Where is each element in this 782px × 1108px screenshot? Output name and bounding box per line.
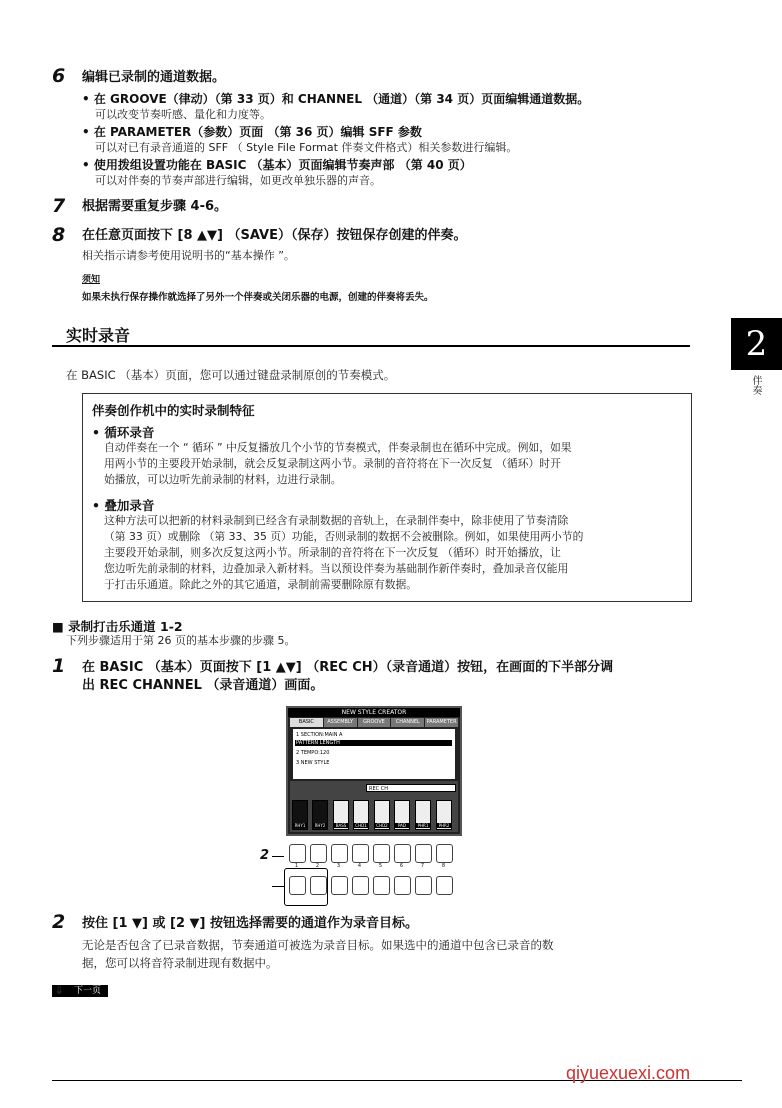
chapter-tab-label: 伴奏 <box>750 375 761 395</box>
panel-button-down[interactable] <box>352 876 369 895</box>
step-text: 无论是否包含了已录音数据，节奏通道可被选为录音目标。如果选中的通道中包含已录音的数 <box>82 938 554 952</box>
step-number: 8 <box>52 224 66 246</box>
channel-button[interactable] <box>312 800 328 830</box>
panel-button-up[interactable] <box>331 844 348 863</box>
rec-channel-label: REC CH <box>366 784 456 792</box>
panel-button-number: 2 <box>315 863 320 869</box>
step-title: 按住 [1 ▼] 或 [2 ▼] 按钮选择需要的通道作为录音目标。 <box>82 916 419 931</box>
box-item-line: 用两小节的主要段开始录制，就会反复录制这两小节。录制的音符将在下一次反复 （循环）时开 <box>104 457 561 470</box>
step-title: 在任意页面按下 [8 ▲▼] （SAVE）（保存）按钮保存创建的伴奏。 <box>82 228 467 243</box>
step-number: 1 <box>52 655 66 677</box>
bullet-text: 可以对伴奏的节奏声部进行编辑，如更改单独乐器的声音。 <box>95 174 381 187</box>
channel-button[interactable] <box>394 800 410 830</box>
tab-parameter[interactable]: PARAMETER <box>426 719 457 725</box>
screen-title: NEW STYLE CREATOR <box>288 708 460 717</box>
section-rule <box>52 345 690 347</box>
panel-button-down[interactable] <box>415 876 432 895</box>
bullet-text: 可以改变节奏听感、量化和力度等。 <box>95 108 271 121</box>
step-title: 在 BASIC （基本）页面按下 [1 ▲▼] （REC CH）（录音通道）按钮，在画面的下半部分调 <box>82 660 614 675</box>
box-item-line: 自动伴奏在一个 “ 循环 ” 中反复播放几个小节的节奏模式，伴奏录制也在循环中完成。例如，如果 <box>104 441 572 454</box>
next-arrow-icon: ⇓ <box>54 983 65 997</box>
screen-row: 1 SECTION:MAIN A <box>296 732 343 738</box>
box-item-line: （第 33 页）或删除 （第 33、35 页）功能，否则录制的数据不会被删除。例如，如果使用两小节的 <box>104 530 584 543</box>
channel-button[interactable] <box>374 800 390 830</box>
screen-panel <box>293 729 455 779</box>
screen-row: 3 NEW STYLE <box>296 760 330 766</box>
feature-box <box>82 393 692 602</box>
panel-button-number: 8 <box>441 863 446 869</box>
step-title: 出 REC CHANNEL （录音通道）画面。 <box>82 678 324 693</box>
step-number: 7 <box>52 195 66 217</box>
rec-channel-panel <box>290 781 458 832</box>
step-title: 根据需要重复步骤 4-6。 <box>82 199 228 214</box>
panel-button-number: 4 <box>357 863 362 869</box>
panel-button-number: 5 <box>378 863 383 869</box>
box-item-line: 这种方法可以把新的材料录制到已经含有录制数据的音轨上，在录制伴奏中，除非使用了节奏清除 <box>104 514 569 527</box>
box-item-line: 您边听先前录制的材料，边叠加录入新材料。当以预设伴奏为基础制作新伴奏时，叠加录音仅能用 <box>104 562 569 575</box>
step-number: 6 <box>52 65 66 87</box>
channel-label: RHY2 <box>314 823 326 828</box>
box-item-line: 于打击乐通道。除此之外的其它通道，录制前需要删除原有数据。 <box>104 578 418 591</box>
channel-label: BASS <box>335 823 347 828</box>
screen-row: PATTERN LENGTH <box>295 740 452 746</box>
highlight-frame <box>284 868 328 906</box>
section-title: 实时录音 <box>66 326 131 345</box>
chapter-tab: 2 <box>731 318 782 370</box>
panel-button-up[interactable] <box>310 844 327 863</box>
panel-button-number: 7 <box>420 863 425 869</box>
channel-button[interactable] <box>333 800 349 830</box>
channel-label: PHR1 <box>417 823 429 828</box>
panel-button-down[interactable] <box>331 876 348 895</box>
box-item-line: 主要段开始录制，则多次反复这两小节。所录制的音符将在下一次反复 （循环）时开始播放，让 <box>104 546 561 559</box>
bullet-heading: • 使用拨组设置功能在 BASIC （基本）页面编辑节奏声部 （第 40 页） <box>82 158 472 172</box>
callout-leader <box>272 886 284 887</box>
callout-number: 2 <box>260 848 270 863</box>
note-text: 如果未执行保存操作就选择了另外一个伴奏或关闭乐器的电源，创建的伴奏将丢失。 <box>82 292 434 303</box>
channel-label: RHY1 <box>294 823 306 828</box>
channel-button[interactable] <box>292 800 308 830</box>
channel-label: PHR2 <box>438 823 450 828</box>
panel-button-up[interactable] <box>436 844 453 863</box>
screen-row: 2 TEMPO:120 <box>296 750 330 756</box>
box-title: 伴奏创作机中的实时录制特征 <box>92 403 255 418</box>
step-text: 相关指示请参考使用说明书的“基本操作 ”。 <box>82 249 295 262</box>
step-text: 据，您可以将音符录制进现有数据中。 <box>82 956 278 970</box>
panel-button-number: 1 <box>294 863 299 869</box>
bullet-text: 可以对已有录音通道的 SFF （ Style File Format 伴奏文件格式）相关参数进行编辑。 <box>95 141 518 154</box>
note-label: 须知 <box>82 275 101 285</box>
step-title: 编辑已录制的通道数据。 <box>82 70 226 85</box>
subsection-text: 下列步骤适用于第 26 页的基本步骤的步骤 5。 <box>66 634 296 647</box>
bullet-heading: • 在 GROOVE（律动）（第 33 页）和 CHANNEL （通道）（第 34 页）页面编辑通道数据。 <box>82 92 590 106</box>
panel-button-down[interactable] <box>373 876 390 895</box>
section-intro: 在 BASIC （基本）页面，您可以通过键盘录制原创的节奏模式。 <box>66 368 396 382</box>
channel-button[interactable] <box>415 800 431 830</box>
bullet-heading: • 在 PARAMETER（参数）页面 （第 36 页）编辑 SFF 参数 <box>82 125 422 139</box>
watermark: qiyuexuexi.com <box>566 1063 691 1083</box>
box-item-heading: • 叠加录音 <box>92 498 155 513</box>
box-item-line: 始播放，可以边听先前录制的材料，边进行录制。 <box>104 473 342 486</box>
panel-button-number: 3 <box>336 863 341 869</box>
channel-label: CHD1 <box>355 823 367 828</box>
callout-leader <box>272 856 284 857</box>
panel-button-up[interactable] <box>415 844 432 863</box>
instrument-screen <box>286 706 462 836</box>
panel-button-up[interactable] <box>289 844 306 863</box>
panel-button-up[interactable] <box>373 844 390 863</box>
panel-button-down[interactable] <box>436 876 453 895</box>
box-item-heading: • 循环录音 <box>92 425 155 440</box>
tab-basic[interactable]: BASIC <box>290 718 323 727</box>
channel-button[interactable] <box>436 800 452 830</box>
tab-channel[interactable]: CHANNEL <box>391 718 424 727</box>
step-number: 2 <box>52 911 66 933</box>
panel-button-up[interactable] <box>394 844 411 863</box>
panel-button-down[interactable] <box>394 876 411 895</box>
tab-assembly[interactable]: ASSEMBLY <box>324 718 357 727</box>
screen-tabs <box>290 718 458 727</box>
panel-button-up[interactable] <box>352 844 369 863</box>
panel-buttons-upper <box>287 844 457 862</box>
next-page-label: 下一页 <box>52 985 108 997</box>
channel-label: CHD2 <box>376 823 388 828</box>
tab-groove[interactable]: GROOVE <box>358 718 391 727</box>
panel-button-number: 6 <box>399 863 404 869</box>
channel-button[interactable] <box>353 800 369 830</box>
subsection-title: ■ 录制打击乐通道 1-2 <box>52 619 183 634</box>
channel-label: PAD <box>395 823 409 828</box>
